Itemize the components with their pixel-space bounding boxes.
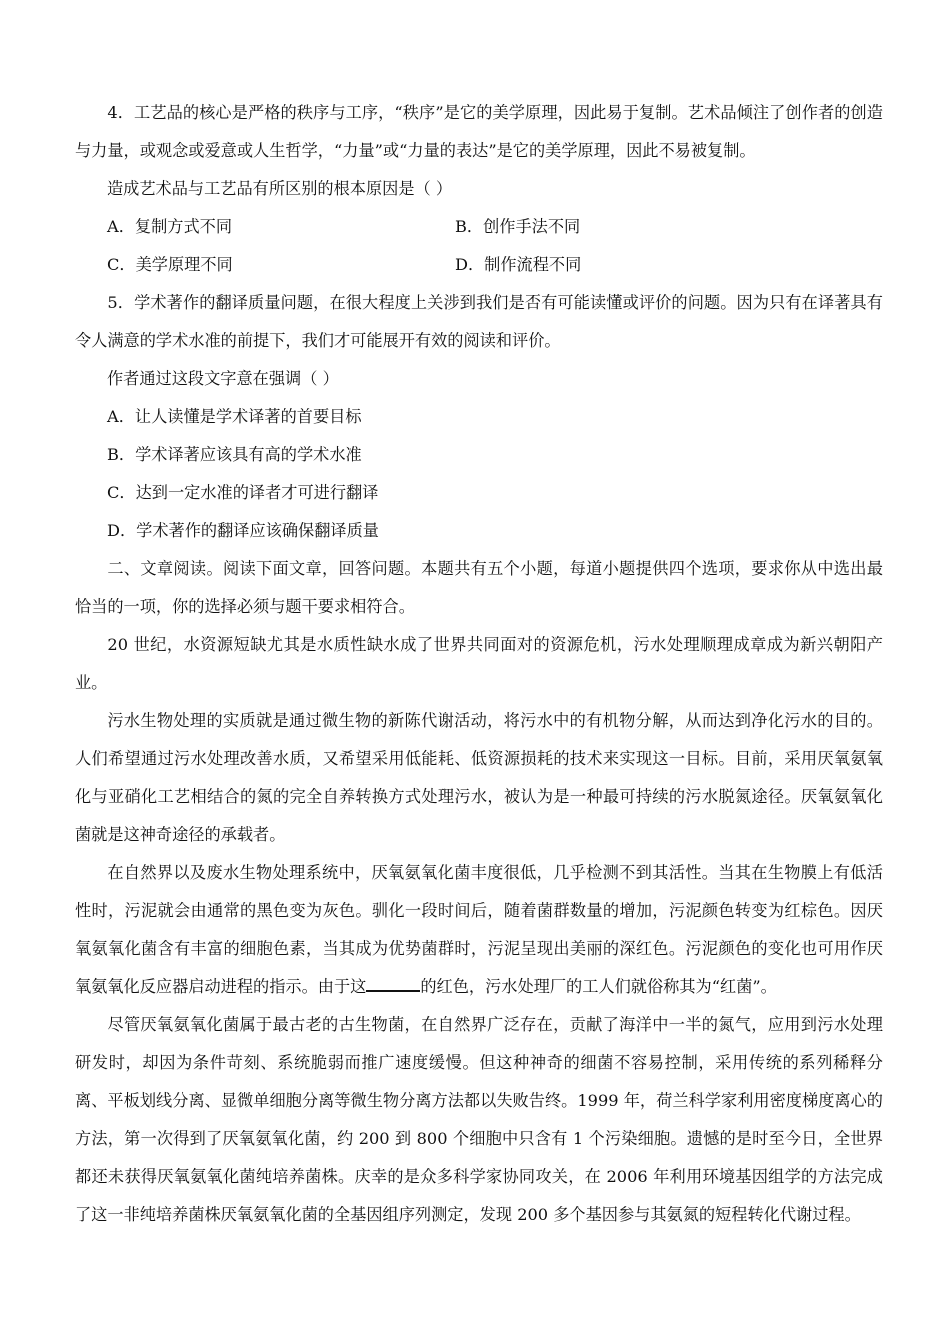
question-4-options-row-2 <box>75 246 883 284</box>
section-2-instructions: 二、文章阅读。阅读下面文章，回答问题。本题共有五个小题，每道小题提供四个选项，要求你从中选出最恰当的一项，你的选择必须与题干要求相符合。 <box>75 559 883 616</box>
question-4-option-a: A．复制方式不同 <box>107 217 233 236</box>
question-5-passage: 5．学术著作的翻译质量问题，在很大程度上关涉到我们是否有可能读懂或评价的问题。因为只有在译著具有令人满意的学术水准的前提下，我们才可能展开有效的阅读和评价。 <box>75 293 883 350</box>
article-paragraph-2: 污水生物处理的实质就是通过微生物的新陈代谢活动，将污水中的有机物分解，从而达到净化污水的目的。人们希望通过污水处理改善水质，又希望采用低能耗、低资源损耗的技术来实现这一目标。目前，采用厌氧氨氧化与亚硝化工艺相结合的氮的完全自养转换方式处理污水，被认为是一种最可持续的污水脱氮途径。厌氧氨氧化菌就是这神奇途径的承载者。 <box>75 711 883 844</box>
question-5-stem: 作者通过这段文字意在强调（ ） <box>107 369 339 388</box>
fill-in-blank <box>366 976 420 992</box>
paragraph-3-text-after-blank: 的红色，污水处理厂的工人们就俗称其为“红菌”。 <box>420 977 777 996</box>
paragraph-3-text-before-blank: 在自然界以及废水生物处理系统中，厌氧氨氧化菌丰度很低，几乎检测不到其活性。当其在生物膜上有低活性时，污泥就会由通常的黑色变为灰色。驯化一段时间后，随着菌群数量的增加，污泥颜色转变为红棕色。因厌氧氨氧化菌含有丰富的细胞色素，当其成为优势菌群时，污泥呈现出美丽的深红色。污泥颜色的变化也可用作厌氧氨氧化反应器启动进程的指示。由于这 <box>75 863 883 996</box>
question-4-option-b: B．创作手法不同 <box>455 217 581 236</box>
question-4-stem: 造成艺术品与工艺品有所区别的根本原因是（ ） <box>107 179 453 198</box>
article-paragraph-3 <box>75 854 883 1006</box>
article-paragraph-1: 20 世纪，水资源短缺尤其是水质性缺水成了世界共同面对的资源危机，污水处理顺理成章成为新兴朝阳产业。 <box>75 635 883 692</box>
question-5-option-b: B．学术译著应该具有高的学术水准 <box>107 445 362 464</box>
question-5-option-d: D．学术著作的翻译应该确保翻译质量 <box>107 521 379 540</box>
exam-page <box>75 94 883 1234</box>
article-paragraph-4: 尽管厌氧氨氧化菌属于最古老的古生物菌，在自然界广泛存在，贡献了海洋中一半的氮气，应用到污水处理研发时，却因为条件苛刻、系统脆弱而推广速度缓慢。但这种神奇的细菌不容易控制，采用传统的系列稀释分离、平板划线分离、显微单细胞分离等微生物分离方法都以失败告终。1999 年，荷兰科学家利用密度梯度离心的方法，第一次得到了厌氧氨氧化菌，约 200 到 800 个细胞中只含有 1 个污染细胞。遗憾的是时至今日，全世界都还未获得厌氧氨氧化菌纯培养菌株。庆幸的是众多科学家协同攻关，在 2006 年利用环境基因组学的方法完成了这一非纯培养菌株厌氧氨氧化菌的全基因组序列测定，发现 200 多个基因参与其氨氮的短程转化代谢过程。 <box>75 1015 883 1224</box>
question-5-option-c: C．达到一定水准的译者才可进行翻译 <box>107 483 379 502</box>
question-4-option-d: D．制作流程不同 <box>455 255 582 274</box>
question-4-option-c: C．美学原理不同 <box>107 255 233 274</box>
question-4-passage: 4．工艺品的核心是严格的秩序与工序，“秩序”是它的美学原理，因此易于复制。艺术品倾注了创作者的创造与力量，或观念或爱意或人生哲学，“力量”或“力量的表达”是它的美学原理，因此不易被复制。 <box>75 103 883 160</box>
question-5-option-a: A．让人读懂是学术译著的首要目标 <box>107 407 362 426</box>
question-4-options-row-1 <box>75 208 883 246</box>
